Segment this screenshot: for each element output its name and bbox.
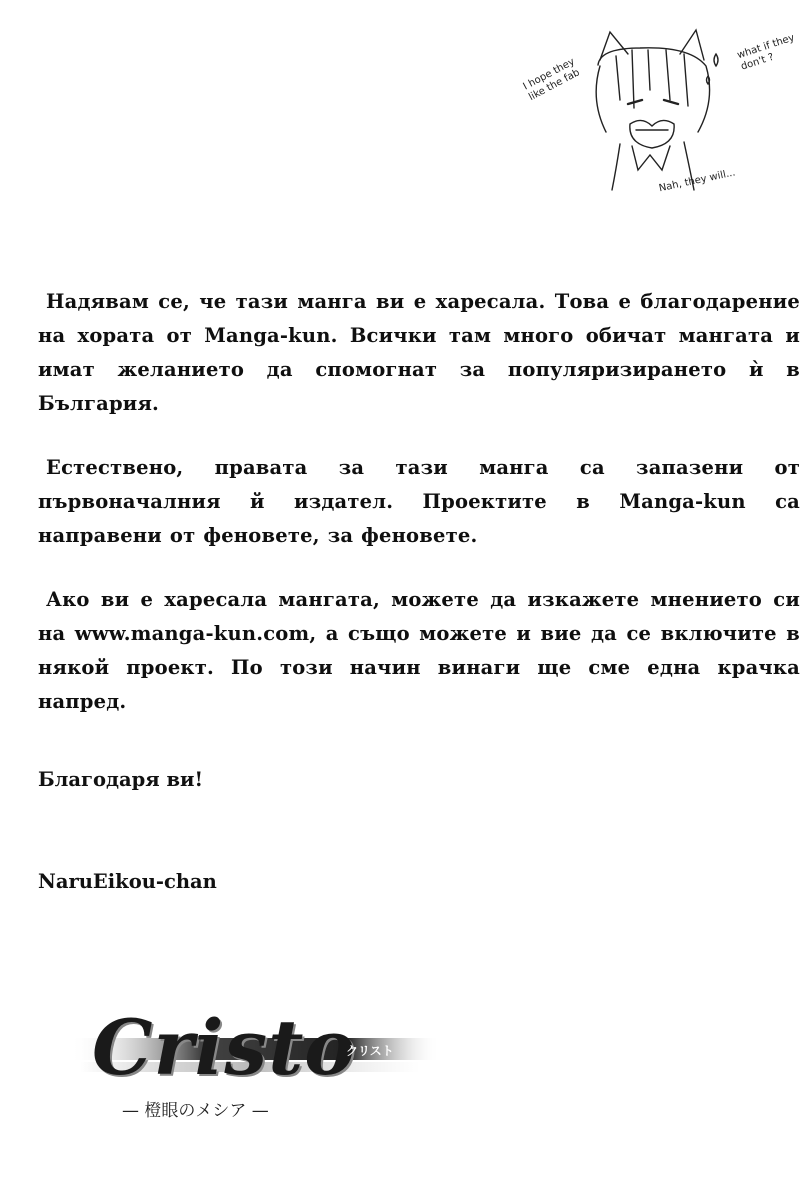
letter-paragraph-3: Ако ви е харесала мангата, можете да изкажете мнението си на www.manga-kun.com, а също можете и вие да се включите в някой проект. По този начин винаги ще сме една крачка напред. <box>38 588 800 713</box>
letter-body <box>38 285 800 749</box>
doodle-note-hope: I hope they like the fab <box>521 56 582 104</box>
letter-paragraph-1: Надявам се, че тази манга ви е харесала. Това е благодарение на хората от Manga-kun. Всички там много обичат мангата и имат желанието да спомогнат за популяризирането ѝ в България. <box>38 290 800 415</box>
cristo-logo <box>70 990 440 1130</box>
logo-title: Cristo <box>92 1003 356 1092</box>
doodle-note-reassure: Nah, they will... <box>657 167 737 195</box>
letter-thanks: Благодаря ви! <box>38 768 204 791</box>
letter-signature: NaruEikou-chan <box>38 870 217 893</box>
logo-subtitle: — 橙眼のメシア — <box>122 1101 269 1121</box>
doodle-note-worry: what if they don't ? <box>735 32 796 73</box>
logo-kana: クリスト <box>346 1044 394 1058</box>
letter-paragraph-2: Естествено, правата за тази манга са запазени от първоначалния й издател. Проектите в Manga-kun са направени от феновете, за феновете. <box>38 456 800 547</box>
